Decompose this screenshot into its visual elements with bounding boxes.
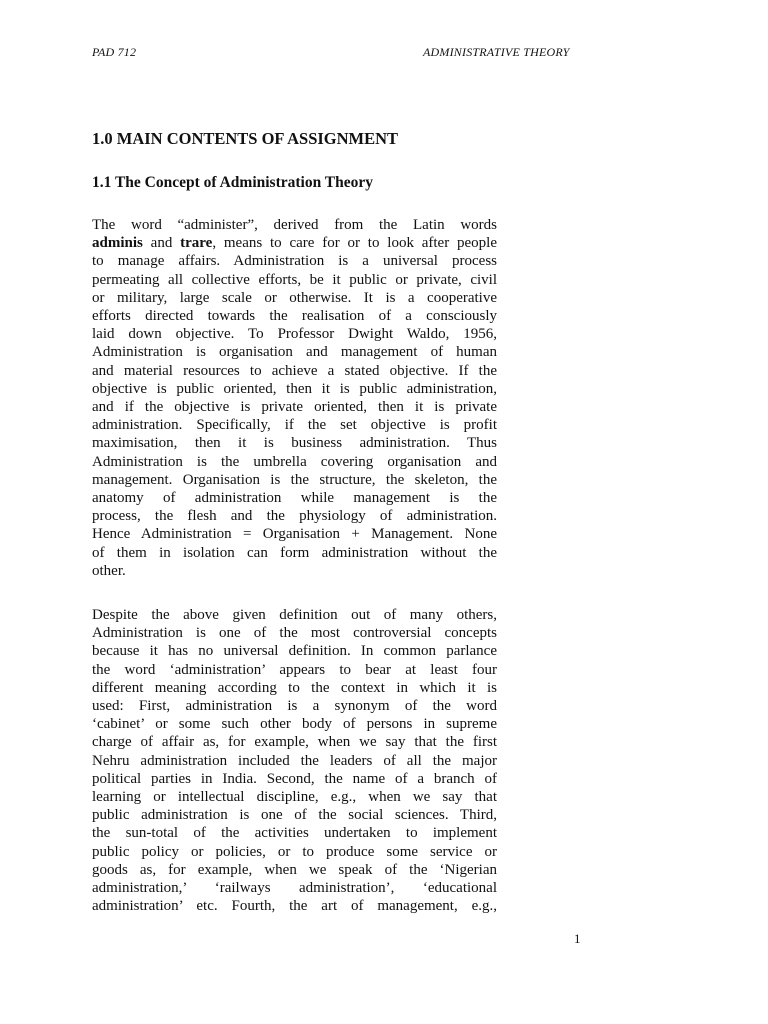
- paragraph-line: goods as, for example, when we speak of the ‘Nigerian: [92, 861, 497, 878]
- paragraph-line: charge of affair as, for example, when we say that the first: [92, 734, 497, 751]
- paragraph-line: and material resources to achieve a stated objective. If the: [92, 362, 497, 379]
- paragraph-line: or military, large scale or otherwise. It is a cooperative: [92, 289, 497, 306]
- paragraph-line: anatomy of administration while management is the: [92, 490, 497, 507]
- paragraph-line: administration’ etc. Fourth, the art of management, e.g.,: [92, 898, 497, 915]
- paragraph-line: ‘cabinet’ or some such other body of persons in supreme: [92, 716, 497, 733]
- paragraph-line: Hence Administration = Organisation + Management. None: [92, 526, 497, 543]
- paragraph-line: [92, 234, 497, 252]
- paragraph-line: political parties in India. Second, the name of a branch of: [92, 770, 497, 787]
- subsection-heading: 1.1 The Concept of Administration Theory: [92, 174, 374, 191]
- course-code: PAD 712: [92, 45, 137, 59]
- paragraph-line: permeating all collective efforts, be it public or private, civil: [92, 271, 497, 288]
- paragraph-line: Administration is the umbrella covering organisation and: [92, 453, 497, 470]
- paragraph-line: public administration is one of the social sciences. Third,: [92, 807, 497, 824]
- paragraph-line: Despite the above given definition out of many others,: [92, 607, 497, 623]
- section-heading: 1.0 MAIN CONTENTS OF ASSIGNMENT: [92, 129, 399, 148]
- paragraph-line: Nehru administration included the leaders of all the major: [92, 752, 497, 769]
- paragraph-line: different meaning according to the context in which it is: [92, 679, 497, 696]
- paragraph-line: the word ‘administration’ appears to bear at least four: [92, 661, 497, 678]
- paragraph-line: process, the flesh and the physiology of administration.: [92, 508, 497, 525]
- paragraph-text: , means to care for or to look after people: [212, 235, 497, 252]
- paragraph-line: public policy or policies, or to produce some service or: [92, 843, 497, 860]
- paragraph-meanings-of-administration: [92, 606, 497, 915]
- paragraph-line: other.: [92, 562, 126, 579]
- paragraph-line: administration. Specifically, if the set objective is profit: [92, 417, 497, 434]
- paragraph-concept-definition: [92, 216, 497, 580]
- paragraph-line: used: First, administration is a synonym of the word: [92, 698, 497, 715]
- course-title: ADMINISTRATIVE THEORY: [423, 45, 570, 59]
- paragraph-line: The word “administer”, derived from the Latin words: [92, 217, 497, 233]
- latin-word-adminis: adminis: [92, 235, 143, 252]
- paragraph-line: the sun-total of the activities undertaken to implement: [92, 825, 497, 842]
- paragraph-text: and: [142, 235, 181, 252]
- paragraph-line: maximisation, then it is business administration. Thus: [92, 435, 497, 452]
- paragraph-line: and if the objective is private oriented, then it is private: [92, 399, 497, 416]
- paragraph-line: because it has no universal definition. In common parlance: [92, 643, 497, 660]
- paragraph-line: Administration is organisation and management of human: [92, 344, 497, 361]
- paragraph-line: administration,’ ‘railways administration’, ‘educational: [92, 880, 497, 897]
- paragraph-line: laid down objective. To Professor Dwight Waldo, 1956,: [92, 326, 497, 343]
- paragraph-line: learning or intellectual discipline, e.g., when we say that: [92, 789, 497, 806]
- paragraph-line: of them in isolation can form administration without the: [92, 544, 497, 561]
- paragraph-line: objective is public oriented, then it is public administration,: [92, 380, 497, 397]
- paragraph-line: management. Organisation is the structure, the skeleton, the: [92, 471, 497, 488]
- paragraph-line: efforts directed towards the realisation of a consciously: [92, 308, 497, 325]
- paragraph-line: Administration is one of the most controversial concepts: [92, 625, 497, 642]
- latin-word-trare: trare: [180, 235, 213, 252]
- paragraph-line: to manage affairs. Administration is a universal process: [92, 253, 497, 270]
- page-number: 1: [574, 931, 581, 946]
